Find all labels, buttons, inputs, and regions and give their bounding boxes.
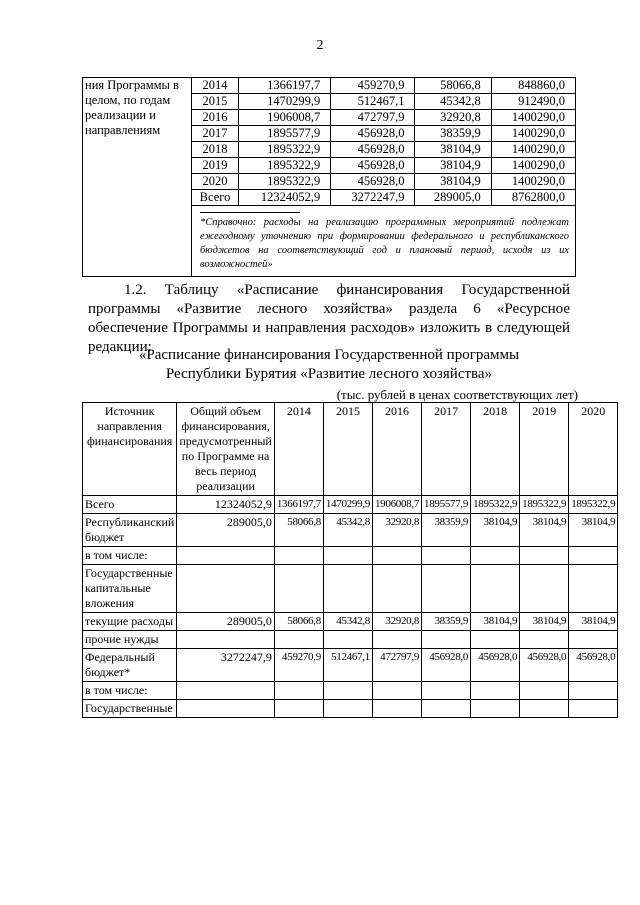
row-year-value: 38104,9 [471,514,520,547]
row-total: 289005,0 [177,613,275,631]
row-year-value [422,682,471,700]
top-table-cell-c4: 8762800,0 [491,190,575,206]
row-year-value: 32920,8 [372,514,421,547]
row-year-value: 1906008,7 [372,496,421,514]
top-table-year: 2018 [192,142,239,158]
schedule-title-line1: «Расписание финансирования Государственной программы [138,347,520,363]
main-table-row [83,514,618,547]
row-year-value [471,565,520,613]
financing-schedule-table [82,402,618,718]
main-table-row [83,682,618,700]
row-year-value: 456928,0 [422,649,471,682]
row-year-value: 32920,8 [372,613,421,631]
row-label: Всего [83,496,177,514]
row-year-value [274,547,323,565]
top-table-cell-c4: 1400290,0 [491,126,575,142]
row-year-value [372,682,421,700]
top-table-cell-c1: 1895322,9 [239,142,331,158]
main-table-row [83,613,618,631]
row-year-value [274,682,323,700]
top-table-cell-c1: 1895322,9 [239,174,331,190]
row-year-value: 456928,0 [520,649,569,682]
row-label: Государственные [83,700,177,718]
row-label: Государственные капитальные вложения [83,565,177,613]
top-table-year: 2015 [192,94,239,110]
top-table-cell-c3: 38104,9 [415,174,491,190]
row-year-value: 38104,9 [569,613,618,631]
row-year-value: 472797,9 [372,649,421,682]
top-table-cell-c1: 12324052,9 [239,190,331,206]
row-year-value [569,700,618,718]
top-table-year: 2016 [192,110,239,126]
row-year-value [274,700,323,718]
row-year-value [323,547,372,565]
header-year: 2020 [569,403,618,496]
top-table-cell-c2: 472797,9 [331,110,415,126]
top-continuation-table [82,77,576,277]
row-year-value [520,631,569,649]
row-year-value [569,682,618,700]
footnote-divider [200,212,300,213]
row-label: прочие нужды [83,631,177,649]
unit-note: (тыс. рублей в ценах соответствующих лет) [336,387,578,402]
main-table-row [83,649,618,682]
header-year: 2014 [274,403,323,496]
header-total: Общий объем финансирования, предусмотренный по Программе на весь период реализации [177,403,275,496]
page-number: 2 [316,38,324,53]
main-table-row [83,700,618,718]
row-label: Федеральный бюджет* [83,649,177,682]
top-table-cell-c4: 1400290,0 [491,142,575,158]
row-year-value [323,682,372,700]
row-total [177,682,275,700]
row-year-value: 45342,8 [323,514,372,547]
row-year-value [422,700,471,718]
row-total [177,565,275,613]
top-table-cell-c1: 1906008,7 [239,110,331,126]
row-year-value [274,631,323,649]
top-table-cell-c2: 456928,0 [331,142,415,158]
top-table-year: 2019 [192,158,239,174]
row-year-value [422,631,471,649]
row-year-value [520,565,569,613]
row-year-value [569,631,618,649]
main-table-row [83,547,618,565]
top-table-cell-c4: 912490,0 [491,94,575,110]
top-table-label: ния Программы в целом, по годам реализации и направлениям [83,78,192,277]
schedule-title [82,346,576,384]
row-year-value [471,547,520,565]
row-year-value [323,631,372,649]
row-year-value [471,700,520,718]
top-table-cell-c3: 289005,0 [415,190,491,206]
row-year-value [569,565,618,613]
row-year-value [372,631,421,649]
row-year-value: 38104,9 [569,514,618,547]
row-year-value [274,565,323,613]
row-year-value: 1366197,7 [274,496,323,514]
row-label: в том числе: [83,682,177,700]
footnote-text: *Справочно: расходы на реализацию программных мероприятий подлежат ежегодному уточнению при формировании федерального и республиканского бюджетов на соответствующий год и плановый период, исходя из их возможностей» [200,217,569,270]
header-year: 2015 [323,403,372,496]
top-table-cell-c4: 1400290,0 [491,174,575,190]
row-year-value: 456928,0 [471,649,520,682]
amendment-paragraph: 1.2. Таблицу «Расписание финансирования Государственной программы «Развитие лесного хозяйства» раздела 6 «Ресурсное обеспечение Программы и направления расходов» изложить в следующей редакции: [88,282,570,355]
row-label: в том числе: [83,547,177,565]
top-table-year: 2017 [192,126,239,142]
row-year-value [520,700,569,718]
row-year-value: 1470299,9 [323,496,372,514]
row-year-value: 1895577,9 [422,496,471,514]
top-table-cell-c3: 38104,9 [415,158,491,174]
row-year-value [323,565,372,613]
top-table-cell-c3: 58066,8 [415,78,491,94]
top-table-cell-c2: 456928,0 [331,126,415,142]
header-year: 2018 [471,403,520,496]
row-year-value [372,565,421,613]
top-table-cell-c2: 456928,0 [331,174,415,190]
header-year: 2017 [422,403,471,496]
row-year-value [471,682,520,700]
schedule-title-line2: Республики Бурятия «Развитие лесного хозяйства» [165,366,493,382]
main-table-header-row [83,403,618,496]
top-table-cell-c1: 1366197,7 [239,78,331,94]
row-year-value [471,631,520,649]
top-table-year: 2020 [192,174,239,190]
row-year-value [372,700,421,718]
top-table-cell-c1: 1895322,9 [239,158,331,174]
row-year-value: 1895322,9 [520,496,569,514]
row-label: текущие расходы [83,613,177,631]
top-table-note-cell [192,206,576,277]
row-year-value: 459270,9 [274,649,323,682]
top-table-year: 2014 [192,78,239,94]
main-table-row [83,496,618,514]
row-year-value [520,547,569,565]
row-label: Республиканский бюджет [83,514,177,547]
row-year-value: 58066,8 [274,613,323,631]
top-table-year: Всего [192,190,239,206]
top-table-cell-c2: 456928,0 [331,158,415,174]
header-year: 2016 [372,403,421,496]
main-table-row [83,565,618,613]
top-table-cell-c3: 38104,9 [415,142,491,158]
top-table-cell-c1: 1470299,9 [239,94,331,110]
top-table-cell-c2: 3272247,9 [331,190,415,206]
top-table-row [83,78,576,94]
row-total: 3272247,9 [177,649,275,682]
row-year-value: 1895322,9 [569,496,618,514]
top-table-cell-c2: 459270,9 [331,78,415,94]
top-table-cell-c4: 848860,0 [491,78,575,94]
row-year-value: 38104,9 [520,514,569,547]
top-table-cell-c3: 38359,9 [415,126,491,142]
top-table-cell-c4: 1400290,0 [491,110,575,126]
row-year-value: 456928,0 [569,649,618,682]
top-table-cell-c3: 32920,8 [415,110,491,126]
row-year-value: 38359,9 [422,514,471,547]
row-year-value: 58066,8 [274,514,323,547]
row-year-value: 1895322,9 [471,496,520,514]
row-year-value [372,547,421,565]
top-table-cell-c3: 45342,8 [415,94,491,110]
row-year-value [569,547,618,565]
top-table-cell-c1: 1895577,9 [239,126,331,142]
main-table-row [83,631,618,649]
row-year-value [422,547,471,565]
row-year-value: 512467,1 [323,649,372,682]
row-year-value: 45342,8 [323,613,372,631]
row-total [177,547,275,565]
row-year-value [422,565,471,613]
row-total [177,700,275,718]
header-year: 2019 [520,403,569,496]
row-total: 289005,0 [177,514,275,547]
row-year-value: 38104,9 [520,613,569,631]
row-year-value [520,682,569,700]
header-source: Источник направления финансирования [83,403,177,496]
top-table-cell-c4: 1400290,0 [491,158,575,174]
row-year-value: 38104,9 [471,613,520,631]
top-table-cell-c2: 512467,1 [331,94,415,110]
row-total [177,631,275,649]
row-total: 12324052,9 [177,496,275,514]
row-year-value: 38359,9 [422,613,471,631]
row-year-value [323,700,372,718]
